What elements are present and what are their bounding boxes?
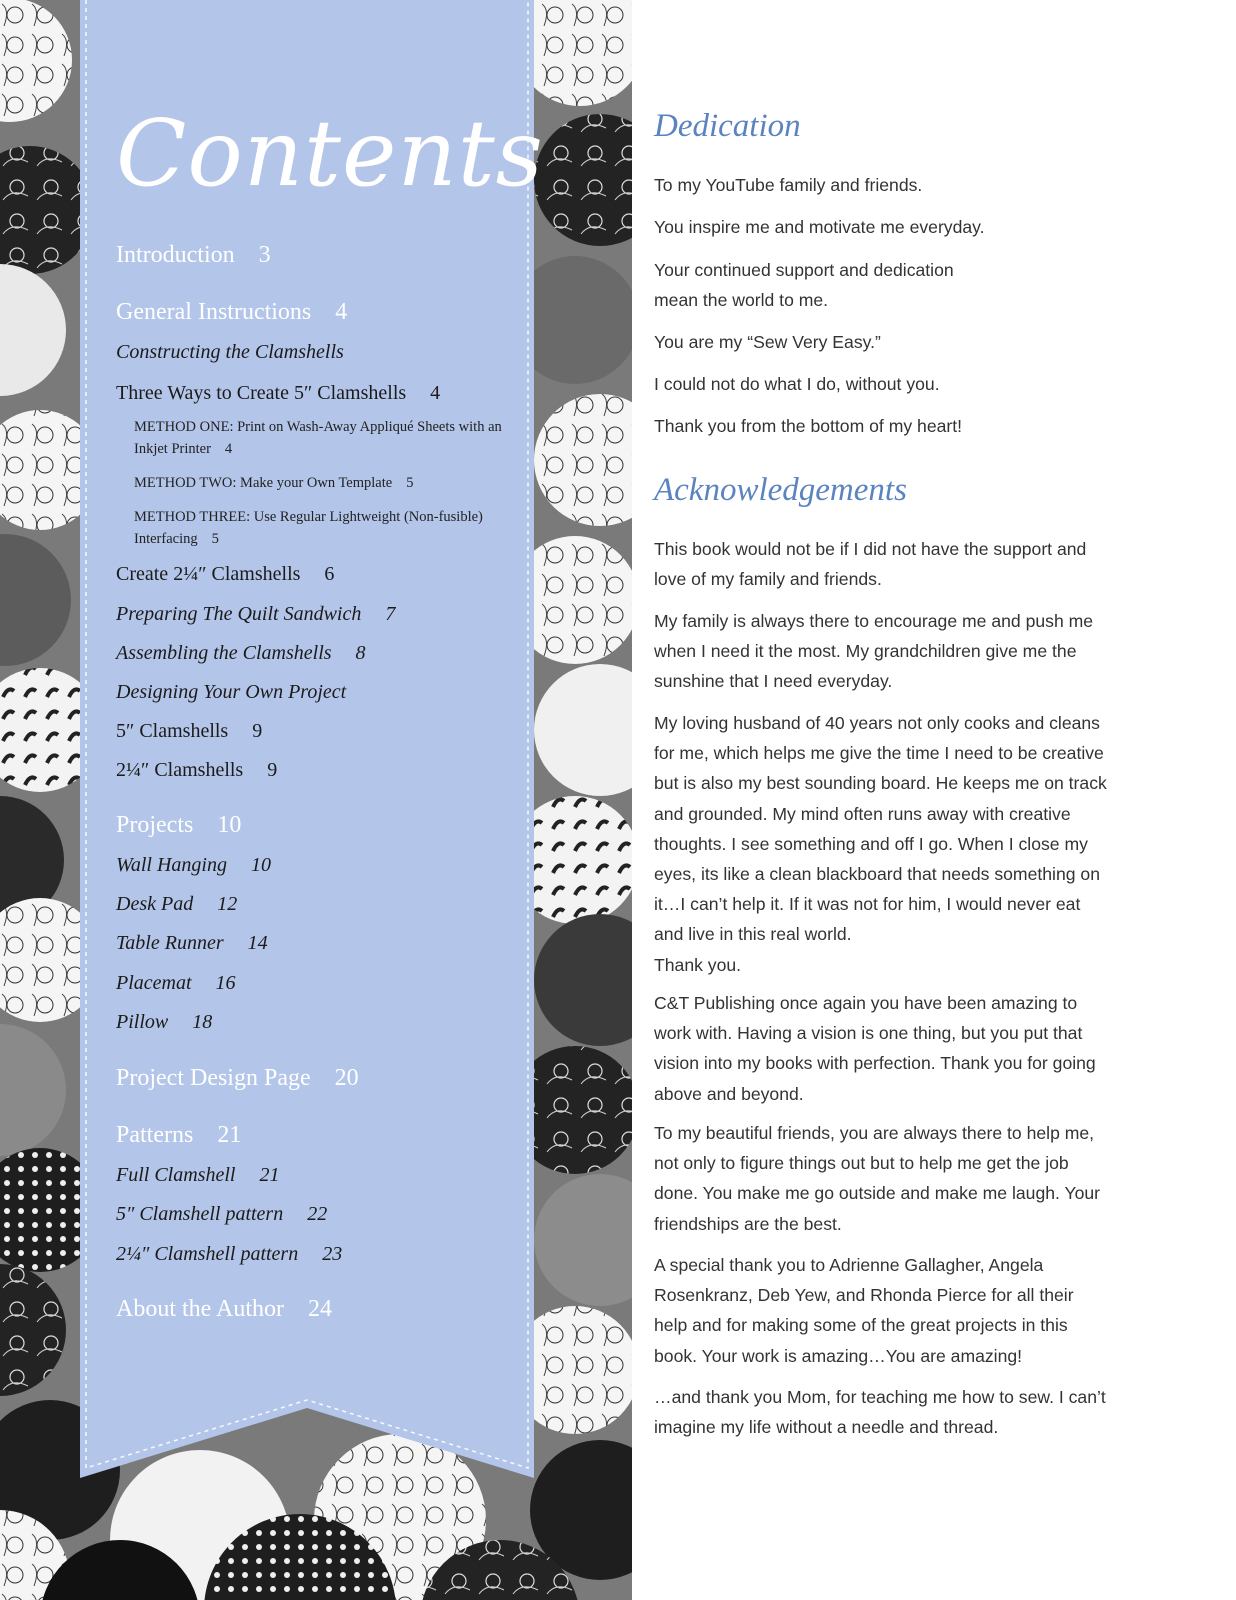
toc-entry-page: 3 <box>258 242 271 268</box>
toc-entry-page: 14 <box>247 932 268 954</box>
toc-entry-label: Placemat <box>116 972 192 994</box>
toc-entry-label: Create 2¼″ Clamshells <box>116 563 301 585</box>
acknowledgements-heading: Acknowledgements <box>654 472 907 508</box>
toc-entry-label: Three Ways to Create 5″ Clamshells <box>116 382 407 404</box>
toc-entry <box>116 972 236 995</box>
toc-entry-page: 20 <box>334 1065 359 1091</box>
toc-entry-label: Constructing the Clamshells <box>116 341 344 363</box>
dedication-paragraph: I could not do what I do, without you. <box>654 374 940 394</box>
dedication-paragraph: You are my “Sew Very Easy.” <box>654 332 881 352</box>
acknowledgements-paragraph: To my beautiful friends, you are always there to help me, not only to figure things out but to help me get the job done. You make me go outside and make me laugh. Your friendships are the best. <box>654 1123 1101 1234</box>
dedication-paragraph: To my YouTube family and friends. <box>654 175 923 195</box>
toc-entry-page: 16 <box>215 972 236 994</box>
toc-entry-label: Project Design Page <box>116 1065 311 1091</box>
toc-entry-label: Designing Your Own Project <box>116 681 347 703</box>
toc-entry-page: 10 <box>217 812 242 838</box>
toc-entry-label: METHOD ONE: Print on Wash-Away Appliqué Sheets with an Inkjet Printer <box>134 419 502 457</box>
toc-entry-label: Full Clamshell <box>116 1164 236 1186</box>
toc-entry-page: 8 <box>355 642 366 664</box>
toc-entry <box>116 1296 332 1323</box>
toc-entry <box>116 603 395 626</box>
toc-entry-page: 21 <box>259 1164 280 1186</box>
acknowledgements-paragraph: A special thank you to Adrienne Gallagher, Angela Rosenkranz, Deb Yew, and Rhonda Pierce for all their help and for making some of the great projects in this book. Your work is amazing…You are amazing! <box>654 1255 1074 1366</box>
toc-entry-label: Preparing The Quilt Sandwich <box>116 603 362 625</box>
toc-entry <box>116 720 262 743</box>
toc-entry-label: 5″ Clamshells <box>116 720 229 742</box>
toc-entry-page: 22 <box>307 1203 328 1225</box>
toc-entry <box>116 642 366 665</box>
toc-entry <box>134 416 504 460</box>
acknowledgements-paragraph: My loving husband of 40 years not only cooks and cleans for me, which helps me give the time I need to be creative but is also my best sounding board. He keeps me on track and grounded. My mind often runs away with creative thoughts. I see something and off I go. When I close my eyes, its like a clean blackboard that needs something on it…I can’t help it. If it was not for him, I would never eat and live in this real world. Thank you. <box>654 713 1107 975</box>
toc-entry-page: 12 <box>217 893 238 915</box>
dedication-paragraph: Thank you from the bottom of my heart! <box>654 416 963 436</box>
toc-entry-page: 21 <box>217 1122 242 1148</box>
toc-entry <box>116 893 237 916</box>
toc-entry-label: Desk Pad <box>116 893 194 915</box>
toc-entry-label: Wall Hanging <box>116 854 227 876</box>
toc-entry <box>134 472 504 494</box>
toc-entry-page: 18 <box>192 1011 213 1033</box>
toc-entry-label: METHOD TWO: Make your Own Template <box>134 475 393 491</box>
toc-entry-page: 5 <box>406 475 414 491</box>
toc-entry <box>116 759 277 782</box>
toc-entry <box>116 242 271 269</box>
toc-entry <box>116 341 344 364</box>
toc-entry-page: 4 <box>430 382 441 404</box>
acknowledgements-paragraph: C&T Publishing once again you have been amazing to work with. Having a vision is one thing, but you put that vision into my books with perfection. Thank you for going above and beyond. <box>654 993 1096 1104</box>
toc-entry <box>134 506 504 550</box>
toc-entry <box>116 1203 327 1226</box>
toc-entry-label: General Instructions <box>116 299 312 325</box>
toc-entry-page: 7 <box>385 603 396 625</box>
toc-entry-page: 9 <box>252 720 263 742</box>
toc-entry <box>116 932 268 955</box>
toc-entry-page: 24 <box>308 1296 332 1322</box>
toc-entry-page: 10 <box>250 854 271 876</box>
toc-entry-page: 6 <box>324 563 335 585</box>
contents-title: Contents <box>116 100 544 207</box>
toc-entry <box>116 1011 212 1034</box>
dedication-paragraph: You inspire me and motivate me everyday. <box>654 217 985 237</box>
toc-entry <box>116 681 346 704</box>
toc-entry-page: 23 <box>322 1243 343 1265</box>
toc-entry-label: 2¼″ Clamshells <box>116 759 244 781</box>
acknowledgements-paragraph: This book would not be if I did not have the support and love of my family and friends. <box>654 539 1087 590</box>
toc-entry <box>116 299 347 326</box>
toc-entry <box>116 1065 359 1092</box>
toc-entry-label: Projects <box>116 812 194 838</box>
dedication-paragraph: Your continued support and dedication mean the world to me. <box>654 260 954 311</box>
toc-entry-label: Patterns <box>116 1122 194 1148</box>
toc-entry-label: Table Runner <box>116 932 224 954</box>
toc-entry-page: 9 <box>267 759 278 781</box>
toc-entry-label: METHOD THREE: Use Regular Lightweight (Non-fusible) Interfacing <box>134 509 483 547</box>
toc-entry <box>116 854 271 877</box>
toc-entry-page: 5 <box>211 531 219 547</box>
toc-entry-page: 4 <box>335 299 348 325</box>
dedication-heading: Dedication <box>654 108 801 144</box>
toc-entry-label: Pillow <box>116 1011 169 1033</box>
toc-entry <box>116 382 440 405</box>
acknowledgements-paragraph: …and thank you Mom, for teaching me how to sew. I can’t imagine my life without a needle and thread. <box>654 1387 1106 1438</box>
toc-entry <box>116 812 241 839</box>
acknowledgements-paragraph: My family is always there to encourage me and push me when I need it the most. My grandchildren give me the sunshine that I need everyday. <box>654 611 1094 692</box>
toc-entry-label: Assembling the Clamshells <box>116 642 332 664</box>
toc-entry <box>116 1122 241 1149</box>
toc-entry-label: About the Author <box>116 1296 284 1322</box>
toc-entry <box>116 1243 342 1266</box>
toc-entry <box>116 1164 279 1187</box>
text-column <box>654 0 1124 1600</box>
toc-entry-label: Introduction <box>116 242 235 268</box>
toc-entry <box>116 563 334 586</box>
toc-entry-label: 2¼″ Clamshell pattern <box>116 1243 299 1265</box>
toc-entry-page: 4 <box>224 441 233 457</box>
toc-entry-label: 5″ Clamshell pattern <box>116 1203 284 1225</box>
